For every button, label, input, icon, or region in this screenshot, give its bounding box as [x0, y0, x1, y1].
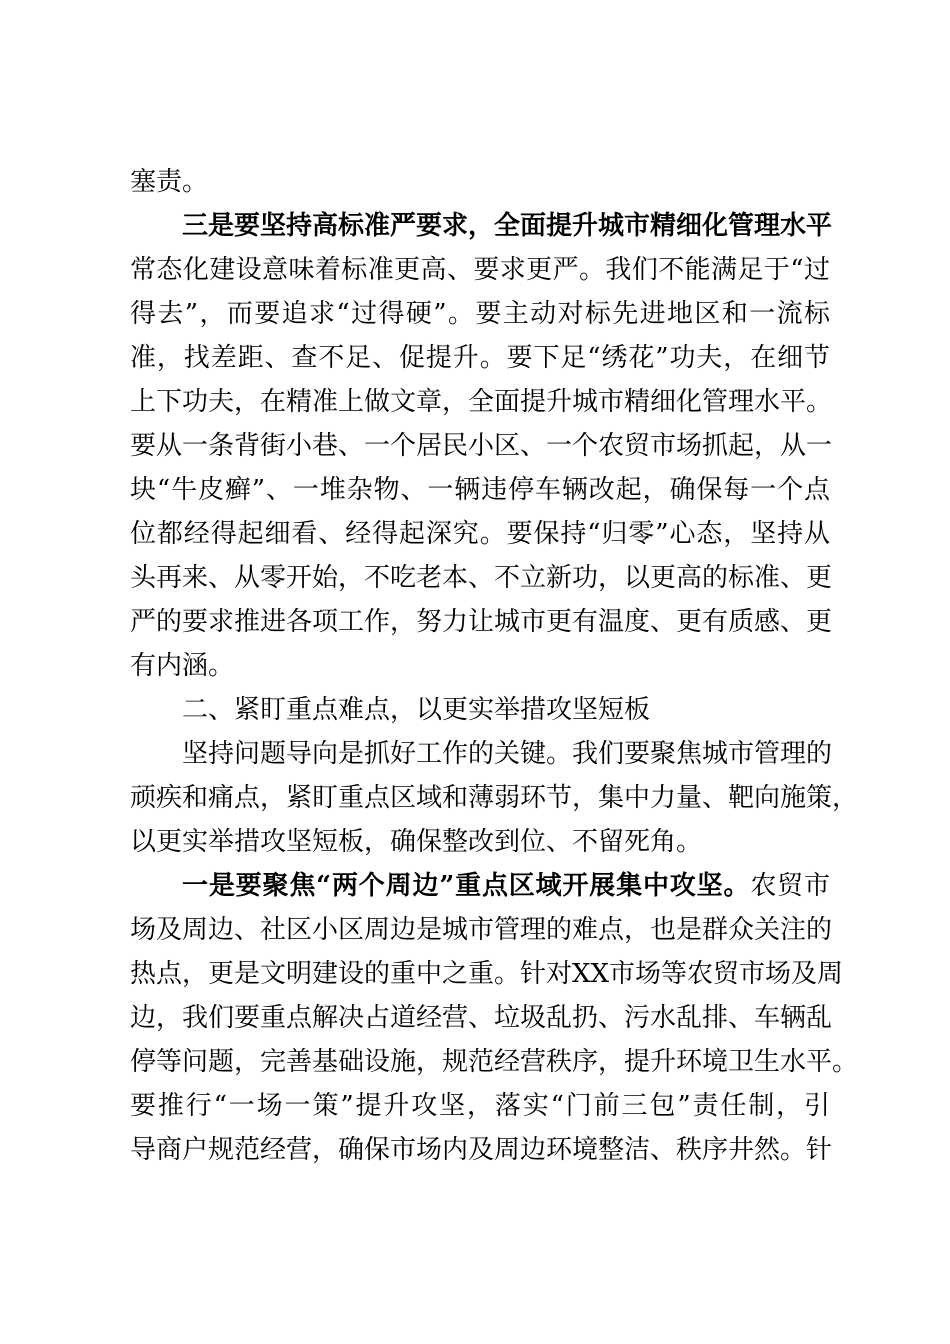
text-line-14: 坚持问题导向是抓好工作的关键。我们要聚焦城市管理的 — [182, 739, 833, 769]
text-line-23: 导商户规范经营，确保市场内及周边环境整洁、秩序井然。针 — [130, 1135, 833, 1165]
text-line-19: 热点，更是文明建设的重中之重。针对XX市场等农贸市场及周 — [130, 959, 844, 989]
text-line-7: 要从一条背街小巷、一个居民小区、一个农贸市场抓起，从一 — [130, 431, 833, 461]
text-line-1: 塞责。 — [130, 167, 209, 197]
text-line-3: 常态化建设意味着标准更高、要求更严。我们不能满足于“过 — [130, 255, 830, 285]
text-line-6: 上下功夫，在精准上做文章，全面提升城市精细化管理水平。 — [130, 387, 833, 417]
text-line-12: 有内涵。 — [130, 651, 235, 681]
text-line-20: 边，我们要重点解决占道经营、垃圾乱扔、污水乱排、车辆乱 — [130, 1003, 833, 1033]
section-heading-2: 二、紧盯重点难点，以更实举措攻坚短板 — [182, 695, 651, 725]
text-line-4: 得去”，而要追求“过得硬”。要主动对标先进地区和一流标 — [130, 299, 830, 329]
bold-subheading-3: 三是要坚持高标准严要求，全面提升城市精细化管理水平 — [182, 211, 833, 241]
mixed-line-17 — [182, 864, 830, 908]
text-line-15: 顽疾和痛点，紧盯重点区域和薄弱环节，集中力量、靶向施策， — [130, 783, 859, 813]
text-line-10: 头再来、从零开始，不吃老本、不立新功，以更高的标准、更 — [130, 563, 833, 593]
text-line-21: 停等问题，完善基础设施，规范经营秩序，提升环境卫生水平。 — [130, 1047, 859, 1077]
text-line-8: 块“牛皮癣”、一堆杂物、一辆违停车辆改起，确保每一个点 — [130, 475, 830, 505]
text-line-22: 要推行“一场一策”提升攻坚，落实“门前三包”责任制，引 — [130, 1091, 830, 1121]
text-line-9: 位都经得起细看、经得起深究。要保持“归零”心态，坚持从 — [130, 519, 830, 549]
text-line-5: 准，找差距、查不足、促提升。要下足“绣花”功夫，在细节 — [130, 343, 830, 373]
text-line-11: 严的要求推进各项工作，努力让城市更有温度、更有质感、更 — [130, 607, 833, 637]
bold-subheading-1: 一是要聚焦“两个周边”重点区域开展集中攻坚。 — [182, 871, 751, 901]
text-run: 农贸市 — [750, 871, 830, 901]
text-line-16: 以更实举措攻坚短板，确保整改到位、不留死角。 — [130, 827, 703, 857]
text-line-18: 场及周边、社区小区周边是城市管理的难点，也是群众关注的 — [130, 915, 833, 945]
